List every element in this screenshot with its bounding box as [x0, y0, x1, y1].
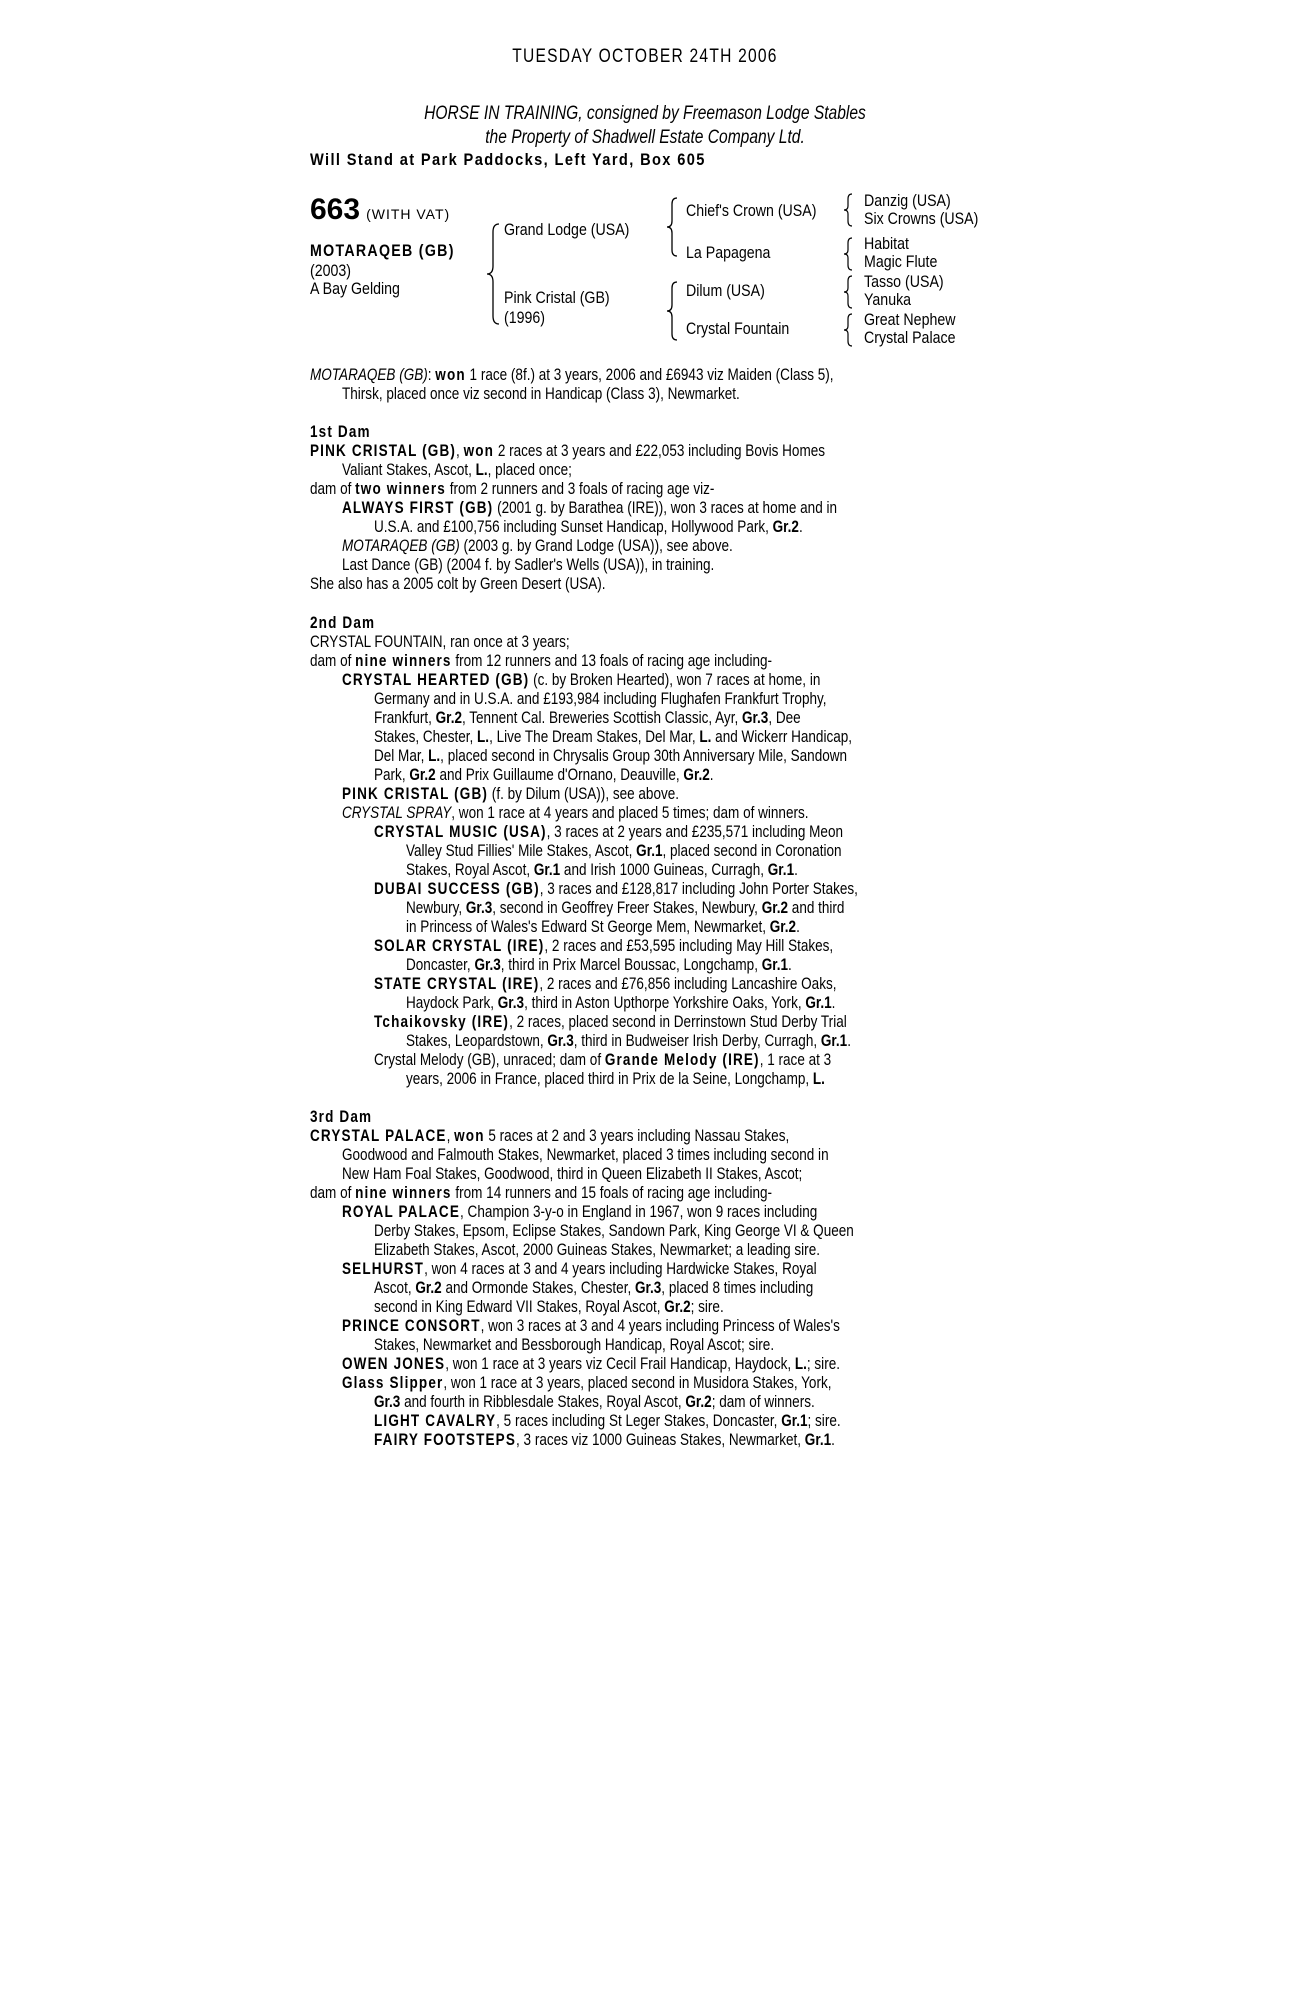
second-dam-line: CRYSTAL MUSIC (USA), 3 races at 2 years and £235,571 including Meon [374, 823, 844, 841]
pedigree-sire-dam: La Papagena [686, 244, 771, 262]
lot-number-value: 663 [310, 193, 361, 226]
second-dam-line: Newbury, Gr.3, second in Geoffrey Freer Stakes, Newbury, Gr.2 and third [406, 899, 845, 917]
horse-name: MOTARAQEB (GB) [310, 242, 455, 260]
third-dam-line: second in King Edward VII Stakes, Royal Ascot, Gr.2; sire. [374, 1298, 724, 1316]
third-dam-line: SELHURST, won 4 races at 3 and 4 years including Hardwicke Stakes, Royal [342, 1260, 817, 1278]
third-dam-line: LIGHT CAVALRY, 5 races including St Leger Stakes, Doncaster, Gr.1; sire. [374, 1412, 841, 1430]
second-dam-line: SOLAR CRYSTAL (IRE), 2 races and £53,595 including May Hill Stakes, [374, 937, 834, 955]
pedigree-sds: Habitat [864, 235, 909, 253]
lot-number [310, 193, 450, 227]
vat-note: (WITH VAT) [366, 206, 451, 222]
pedigree-brace-6 [842, 274, 856, 310]
pedigree-dam-sire: Dilum (USA) [686, 282, 765, 300]
second-dam-line: Frankfurt, Gr.2, Tennent Cal. Breweries Scottish Classic, Ayr, Gr.3, Dee [374, 709, 801, 727]
pedigree-brace-3 [665, 280, 681, 342]
third-dam-line: FAIRY FOOTSTEPS, 3 races viz 1000 Guineas Stakes, Newmarket, Gr.1. [374, 1431, 835, 1449]
first-dam-line: U.S.A. and £100,756 including Sunset Handicap, Hollywood Park, Gr.2. [374, 518, 803, 536]
second-dam-line: Haydock Park, Gr.3, third in Aston Upthorpe Yorkshire Oaks, York, Gr.1. [406, 994, 836, 1012]
second-dam-line: Stakes, Chester, L., Live The Dream Stakes, Del Mar, L. and Wickerr Handicap, [374, 728, 853, 746]
pedigree-brace-7 [842, 312, 856, 348]
pedigree-brace-5 [842, 236, 856, 272]
first-dam-line: ALWAYS FIRST (GB) (2001 g. by Barathea (IRE)), won 3 races at home and in [342, 499, 838, 517]
second-dam-line: CRYSTAL HEARTED (GB) (c. by Broken Hearted), won 7 races at home, in [342, 671, 821, 689]
pedigree-ddd: Crystal Palace [864, 329, 956, 347]
pedigree-dss: Tasso (USA) [864, 273, 944, 291]
pedigree-brace-1 [485, 222, 505, 326]
third-dam-line: Glass Slipper, won 1 race at 3 years, placed second in Musidora Stakes, York, [342, 1374, 832, 1392]
racing-record-line: MOTARAQEB (GB): won 1 race (8f.) at 3 years, 2006 and £6943 viz Maiden (Class 5), [310, 366, 834, 384]
pedigree-sdd: Magic Flute [864, 253, 938, 271]
third-dam-line: New Ham Foal Stakes, Goodwood, third in Queen Elizabeth II Stakes, Ascot; [342, 1165, 803, 1183]
second-dam-line: Stakes, Leopardstown, Gr.3, third in Budweiser Irish Derby, Curragh, Gr.1. [406, 1032, 851, 1050]
second-dam-line: CRYSTAL SPRAY, won 1 race at 4 years and placed 5 times; dam of winners. [342, 804, 809, 822]
first-dam-heading: 1st Dam [310, 423, 371, 441]
first-dam-line: Valiant Stakes, Ascot, L., placed once; [342, 461, 572, 479]
second-dam-line: CRYSTAL FOUNTAIN, ran once at 3 years; [310, 633, 570, 651]
pedigree-ssd: Six Crowns (USA) [864, 210, 979, 228]
pedigree-sire-sire: Chief's Crown (USA) [686, 202, 817, 220]
sale-date: TUESDAY OCTOBER 24TH 2006 [512, 46, 778, 67]
pedigree-brace-4 [842, 192, 856, 228]
second-dam-line: Crystal Melody (GB), unraced; dam of Grande Melody (IRE), 1 race at 3 [374, 1051, 832, 1069]
pedigree-dam-dam: Crystal Fountain [686, 320, 790, 338]
pedigree-sss: Danzig (USA) [864, 192, 951, 210]
second-dam-heading: 2nd Dam [310, 614, 376, 632]
second-dam-line: Valley Stud Fillies' Mile Stakes, Ascot, Gr.1, placed second in Coronation [406, 842, 842, 860]
second-dam-line: in Princess of Wales's Edward St George Mem, Newmarket, Gr.2. [406, 918, 800, 936]
third-dam-line: Gr.3 and fourth in Ribblesdale Stakes, Royal Ascot, Gr.2; dam of winners. [374, 1393, 815, 1411]
third-dam-line: ROYAL PALACE, Champion 3-y-o in England in 1967, won 9 races including [342, 1203, 818, 1221]
second-dam-line: Tchaikovsky (IRE), 2 races, placed second in Derrinstown Stud Derby Trial [374, 1013, 847, 1031]
racing-record-line: Thirsk, placed once viz second in Handicap (Class 3), Newmarket. [342, 385, 740, 403]
third-dam-line: Derby Stakes, Epsom, Eclipse Stakes, Sandown Park, King George VI & Queen [374, 1222, 854, 1240]
third-dam-line: Goodwood and Falmouth Stakes, Newmarket, placed 3 times including second in [342, 1146, 829, 1164]
second-dam-line: Park, Gr.2 and Prix Guillaume d'Ornano, Deauville, Gr.2. [374, 766, 714, 784]
pedigree-dam: Pink Cristal (GB) [504, 289, 610, 307]
first-dam-line: PINK CRISTAL (GB), won 2 races at 3 years and £22,053 including Bovis Homes [310, 442, 826, 460]
stand-location: Will Stand at Park Paddocks, Left Yard, Box 605 [310, 150, 706, 169]
third-dam-line: OWEN JONES, won 1 race at 3 years viz Cecil Frail Handicap, Haydock, L.; sire. [342, 1355, 840, 1373]
third-dam-line: Ascot, Gr.2 and Ormonde Stakes, Chester, Gr.3, placed 8 times including [374, 1279, 814, 1297]
second-dam-line: years, 2006 in France, placed third in Prix de la Seine, Longchamp, L. [406, 1070, 825, 1088]
second-dam-line: Stakes, Royal Ascot, Gr.1 and Irish 1000 Guineas, Curragh, Gr.1. [406, 861, 798, 879]
property-line: the Property of Shadwell Estate Company Ltd. [485, 127, 805, 148]
third-dam-line: dam of nine winners from 14 runners and 15 foals of racing age including- [310, 1184, 773, 1202]
third-dam-heading: 3rd Dam [310, 1108, 373, 1126]
first-dam-line: dam of two winners from 2 runners and 3 foals of racing age viz- [310, 480, 715, 498]
second-dam-line: DUBAI SUCCESS (GB), 3 races and £128,817 including John Porter Stakes, [374, 880, 858, 898]
pedigree-dds: Great Nephew [864, 311, 956, 329]
consignor-line: HORSE IN TRAINING, consigned by Freemason Lodge Stables [424, 103, 866, 124]
third-dam-line: CRYSTAL PALACE, won 5 races at 2 and 3 years including Nassau Stakes, [310, 1127, 790, 1145]
first-dam-line: MOTARAQEB (GB) (2003 g. by Grand Lodge (USA)), see above. [342, 537, 733, 555]
second-dam-line: STATE CRYSTAL (IRE), 2 races and £76,856 including Lancashire Oaks, [374, 975, 837, 993]
second-dam-line: Doncaster, Gr.3, third in Prix Marcel Boussac, Longchamp, Gr.1. [406, 956, 792, 974]
second-dam-line: PINK CRISTAL (GB) (f. by Dilum (USA)), see above. [342, 785, 680, 803]
third-dam-line: PRINCE CONSORT, won 3 races at 3 and 4 years including Princess of Wales's [342, 1317, 840, 1335]
second-dam-line: dam of nine winners from 12 runners and 13 foals of racing age including- [310, 652, 773, 670]
second-dam-line: Germany and in U.S.A. and £193,984 including Flughafen Frankfurt Trophy, [374, 690, 827, 708]
third-dam-line: Elizabeth Stakes, Ascot, 2000 Guineas Stakes, Newmarket; a leading sire. [374, 1241, 820, 1259]
pedigree-brace-2 [665, 196, 681, 258]
pedigree-sire: Grand Lodge (USA) [504, 221, 630, 239]
first-dam-line: She also has a 2005 colt by Green Desert (USA). [310, 575, 606, 593]
second-dam-line: Del Mar, L., placed second in Chrysalis Group 30th Anniversary Mile, Sandown [374, 747, 848, 765]
third-dam-line: Stakes, Newmarket and Bessborough Handicap, Royal Ascot; sire. [374, 1336, 775, 1354]
horse-description: A Bay Gelding [310, 280, 400, 298]
pedigree-dsd: Yanuka [864, 291, 912, 309]
pedigree-dam-year: (1996) [504, 309, 546, 327]
first-dam-line: Last Dance (GB) (2004 f. by Sadler's Wells (USA)), in training. [342, 556, 715, 574]
horse-year: (2003) [310, 262, 352, 280]
